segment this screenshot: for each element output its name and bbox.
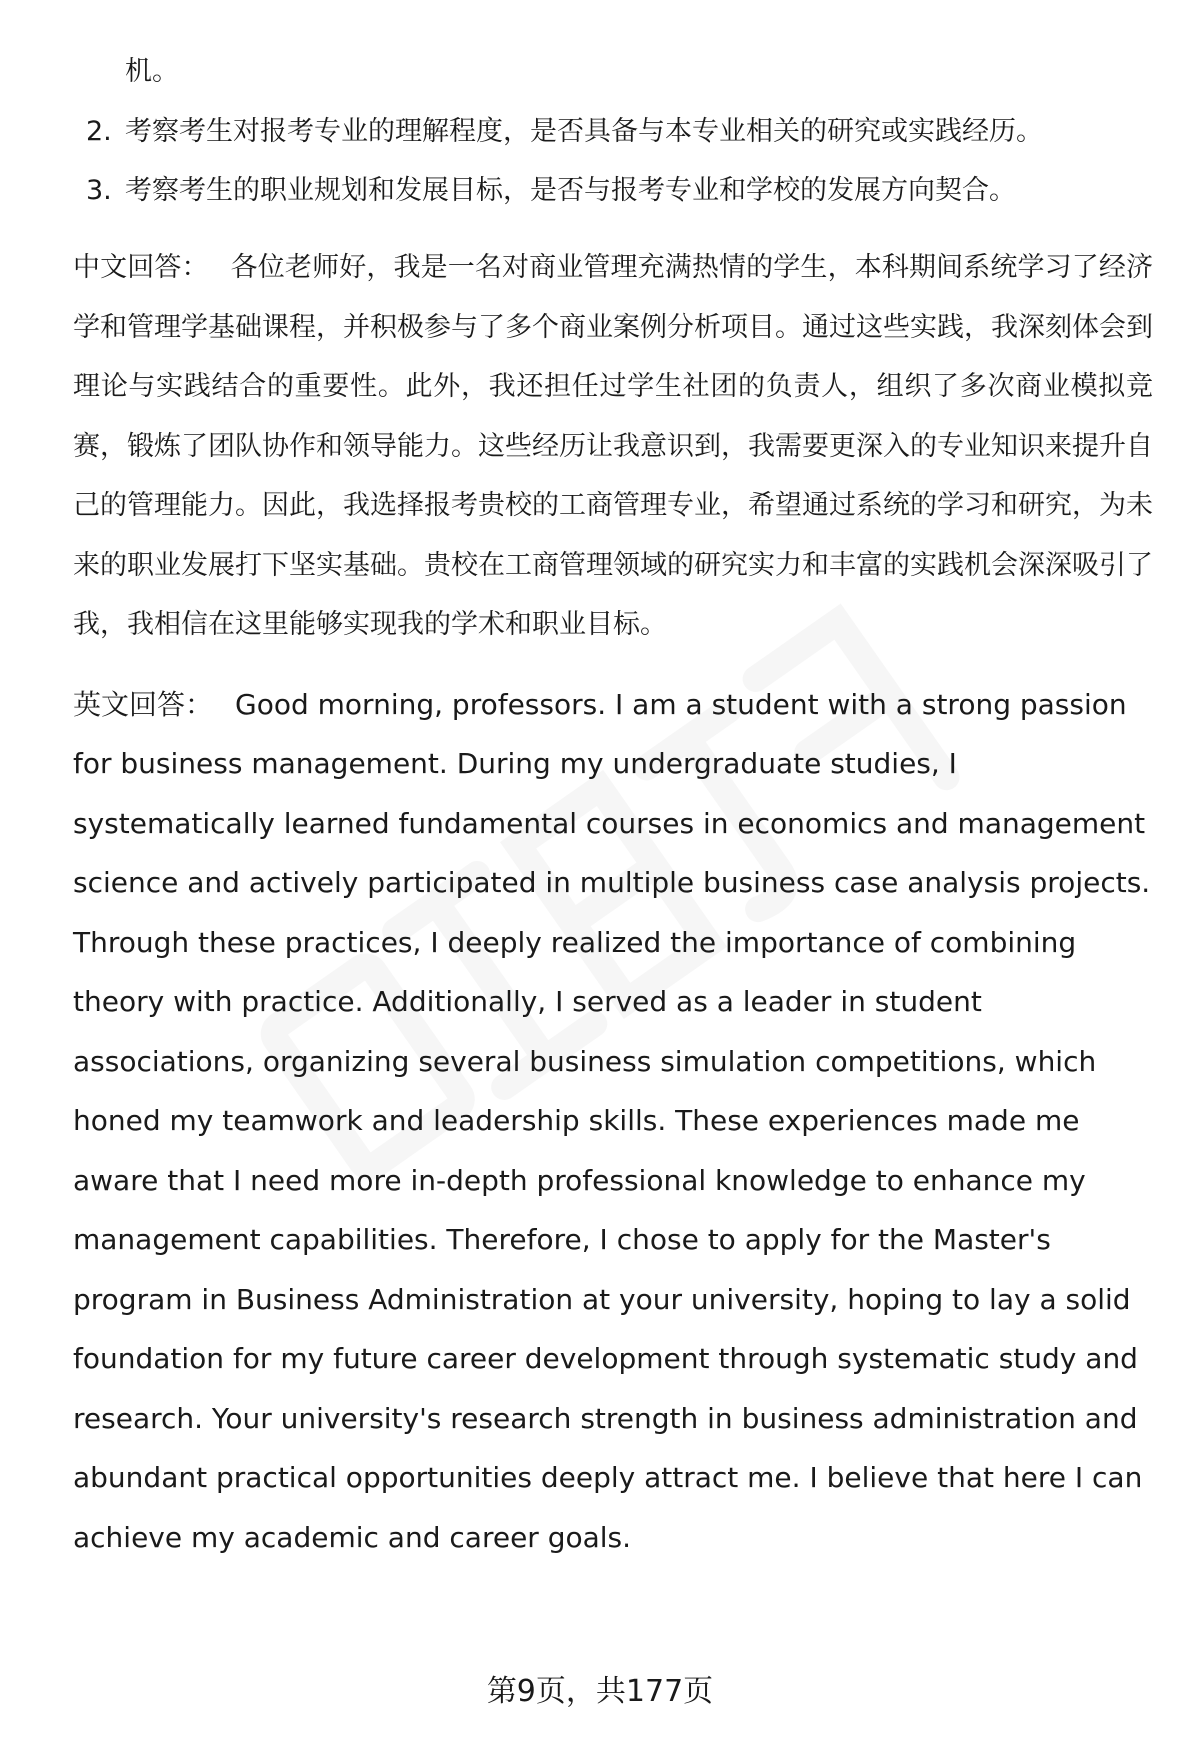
chinese-answer-label: 中文回答： bbox=[73, 252, 209, 283]
list-item-number: 3. bbox=[86, 175, 112, 206]
criteria-list bbox=[73, 115, 1153, 208]
list-item bbox=[73, 174, 1153, 208]
english-answer-label: 英文回答： bbox=[73, 687, 214, 721]
page-number-footer: 第9页，共177页 bbox=[486, 1674, 714, 1709]
english-answer-text: Good morning, professors. I am a student with a strong passion for business management. During my undergraduate studies, I systematically learned fundamental courses in economics and management science and actively participated in multiple business case analysis projects. Through these practices, I deeply realized the importance of combining theory with practice. Additionally, I served as a leader in student associations, organizing several business simulation competitions, which honed my teamwork and leadership skills. These experiences made me aware that I need more in-depth professional knowledge to enhance my management capabilities. Therefore, I chose to apply for the Master's program in Business Administration at your university, hoping to lay a solid foundation for my future career development through systematic study and research. Your university's research strength in business administration and abundant practical opportunities deeply attract me. I believe that here I can achieve my academic and career goals. bbox=[73, 687, 1151, 1554]
list-item bbox=[73, 115, 1153, 149]
list-continuation-text: 机。 bbox=[125, 56, 179, 87]
chinese-answer-paragraph bbox=[73, 238, 1153, 655]
chinese-answer-text: 各位老师好，我是一名对商业管理充满热情的学生，本科期间系统学习了经济学和管理学基础课程，并积极参与了多个商业案例分析项目。通过这些实践，我深刻体会到理论与实践结合的重要性。此外，我还担任过学生社团的负责人，组织了多次商业模拟竞赛，锻炼了团队协作和领导能力。这些经历让我意识到，我需要更深入的专业知识来提升自己的管理能力。因此，我选择报考贵校的工商管理专业，希望通过系统的学习和研究，为未来的职业发展打下坚实基础。贵校在工商管理领域的研究实力和丰富的实践机会深深吸引了我，我相信在这里能够实现我的学术和职业目标。 bbox=[73, 252, 1154, 640]
list-item-text: 考察考生对报考专业的理解程度，是否具备与本专业相关的研究或实践经历。 bbox=[125, 116, 1043, 147]
list-item-number: 2. bbox=[86, 116, 112, 147]
english-answer-paragraph bbox=[73, 675, 1153, 1568]
list-item-text: 考察考生的职业规划和发展目标，是否与报考专业和学校的发展方向契合。 bbox=[125, 175, 1016, 206]
page-content bbox=[73, 55, 1153, 1587]
